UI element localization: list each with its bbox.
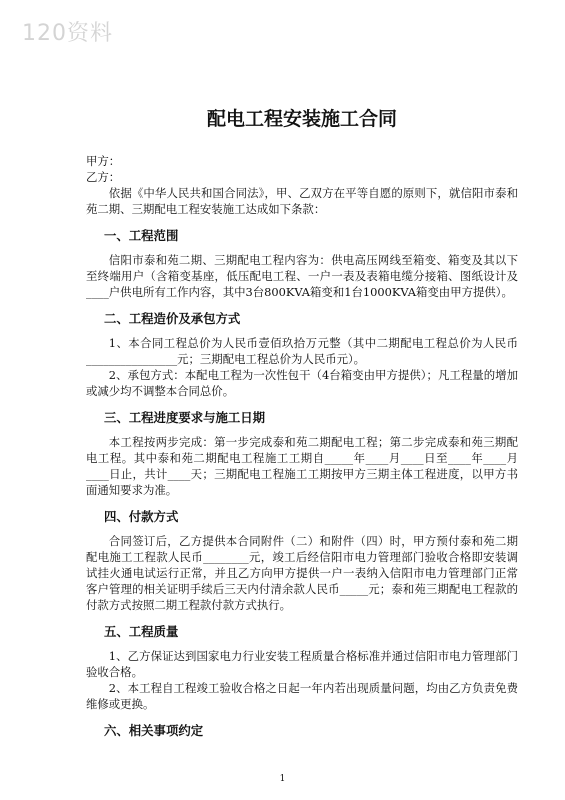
section-heading-scope: 一、工程范围 [104, 228, 179, 243]
page-number: 1 [279, 774, 286, 784]
quality-paragraph-1: 1、乙方保证达到国家电力行业安装工程质量合格标准并通过信阳市电力管理部门验收合格。 [86, 649, 518, 679]
payment-paragraph: 合同签订后，乙方提供本合同附件（二）和附件（四）时，甲方预付泰和苑二期配电施工工程款人民币________元，竣工后经信阳市电力管理部门验收合格即安装调试挂火通电试运行正常，并且乙方向甲方提供一户一表纳入信阳市电力管理部门正常客户管理的相关证明手续后三天内付清余款人民币_____元；泰和苑三期配电工程款的付款方式按照二期工程款付款方式执行。 [86, 534, 518, 612]
section-heading-schedule: 三、工程进度要求与施工日期 [104, 410, 266, 425]
section-heading-quality: 五、工程质量 [104, 624, 179, 639]
price-paragraph-1: 1、本合同工程总价为人民币壹佰玖拾万元整（其中二期配电工程总价为人民币________________元；三期配电工程总价为人民币元）。 [86, 336, 518, 366]
section-heading-price: 二、工程造价及承包方式 [104, 311, 241, 326]
schedule-paragraph: 本工程按两步完成：第一步完成泰和苑二期配电工程；第二步完成泰和苑三期配电工程。其中泰和苑二期配电工程施工工期自_____年____月____日至____年____月____日止，共计____天；三期配电工程施工工期按甲方三期主体工程进度，以甲方书面通知要求为准。 [86, 435, 518, 497]
section-heading-misc: 六、相关事项约定 [104, 723, 204, 738]
watermark: 120资料 [22, 21, 113, 46]
price-paragraph-2: 2、承包方式：本配电工程为一次性包干（4台箱变由甲方提供）；凡工程量的增加或减少均不调整本合同总价。 [86, 368, 518, 398]
page-title: 配电工程安装施工合同 [206, 108, 397, 130]
quality-paragraph-2: 2、本工程自工程竣工验收合格之日起一年内若出现质量问题，均由乙方负责免费维修或更换。 [86, 681, 518, 711]
scope-paragraph: 信阳市泰和苑二期、三期配电工程内容为：供电高压网线至箱变、箱变及其以下至终端用户（含箱变基座，低压配电工程、一户一表及表箱电缆分接箱、图纸设计及____户供电所有工作内容，其中3台800KVA箱变和1台1000KVA箱变由甲方提供）。 [86, 253, 518, 299]
party-b-line: 乙方： [86, 170, 121, 184]
party-a-line: 甲方： [86, 154, 121, 168]
intro-paragraph: 依据《中华人民共和国合同法》，甲、乙双方在平等自愿的原则下，就信阳市泰和苑二期、三期配电工程安装施工达成如下条款： [86, 186, 518, 216]
contract-page [86, 104, 518, 747]
section-heading-payment: 四、付款方式 [104, 509, 179, 524]
